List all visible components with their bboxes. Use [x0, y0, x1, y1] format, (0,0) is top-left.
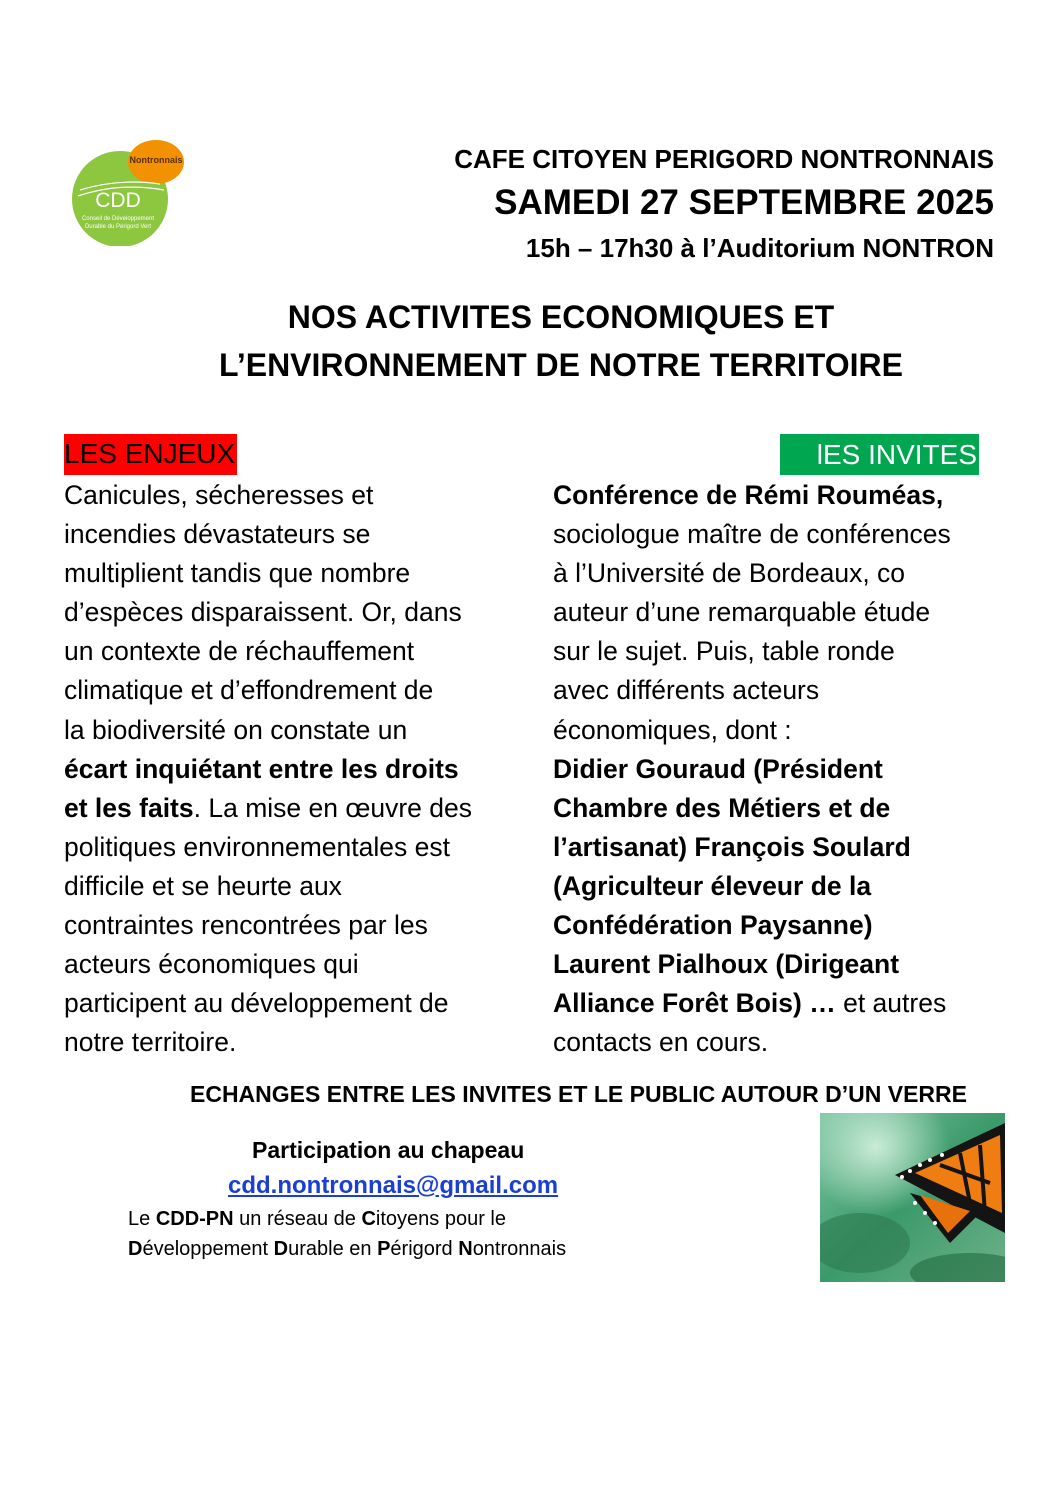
enjeux-text-part: . La mise en œuvre des [193, 792, 472, 823]
enjeux-line: notre territoire. [64, 1027, 237, 1058]
invites-bold-line [553, 945, 1013, 984]
enjeux-line: Canicules, sécheresses et [64, 480, 374, 510]
event-name: CAFE CITOYEN PERIGORD NONTRONNAIS [454, 144, 994, 174]
logo-line1: Conseil de Développement [81, 216, 155, 222]
invites-heading-text: lES INVITES [816, 439, 977, 470]
invites-line: avec différents acteurs [553, 675, 820, 706]
cdd-logo [68, 138, 192, 246]
invites-bold-line [553, 906, 1013, 945]
invites-text-part: et autres [835, 988, 947, 1019]
footer-bold: N [458, 1238, 473, 1260]
event-time-place: 15h – 17h30 à l’Auditorium NONTRON [525, 233, 994, 263]
guest-name: Laurent Pialhoux (Dirigeant [553, 949, 900, 980]
invites-heading [780, 434, 979, 475]
footer-bold: P [377, 1238, 391, 1260]
butterfly-photo [820, 1113, 1005, 1282]
invites-bold-line [553, 750, 1013, 789]
invites-mixed-line [553, 984, 1013, 1023]
enjeux-heading: LES ENJEUX [64, 434, 237, 475]
footer-text: urable en [288, 1238, 378, 1260]
footer-text: Le [128, 1208, 156, 1230]
invites-intro [553, 476, 1013, 515]
echanges-banner: ECHANGES ENTRE LES INVITES ET LE PUBLIC AUTOUR D’UN VERRE [190, 1081, 967, 1107]
guest-name: (Agriculteur éleveur de la [553, 870, 872, 901]
enjeux-line: participent au développement de [64, 988, 449, 1019]
logo-line2: Durable du Périgord Vert [84, 224, 152, 230]
enjeux-line: acteurs économiques qui [64, 949, 359, 980]
guest-name: Confédération Paysanne) [553, 910, 873, 941]
invites-bold-line [553, 789, 1013, 828]
enjeux-line: climatique et d’effondrement de [64, 675, 434, 706]
enjeux-line: d’espèces disparaissent. Or, dans [64, 597, 462, 628]
guest-name: Chambre des Métiers et de [553, 792, 891, 823]
enjeux-line: contraintes rencontrées par les [64, 910, 428, 941]
enjeux-mixed-line [64, 789, 524, 828]
enjeux-line: un contexte de réchauffement [64, 636, 415, 667]
footer-line1 [128, 1208, 506, 1231]
invites-line: sociologue maître de conférences [553, 519, 951, 550]
footer-text: itoyens pour le [375, 1208, 506, 1230]
enjeux-text [64, 476, 524, 1062]
logo-tag: Nontronnais [129, 155, 183, 165]
email-link[interactable]: cdd.nontronnais@gmail.com [228, 1172, 559, 1199]
guest-name: Alliance Forêt Bois) … [553, 988, 836, 1019]
footer-bold: D [273, 1238, 289, 1260]
enjeux-line: politiques environnementales est [64, 831, 450, 862]
main-title-line2: L’ENVIRONNEMENT DE NOTRE TERRITOIRE [219, 347, 903, 383]
invites-line: contacts en cours. [553, 1027, 769, 1058]
enjeux-bold: et les faits [64, 792, 194, 823]
event-date: SAMEDI 27 SEPTEMBRE 2025 [494, 183, 994, 222]
enjeux-bold: écart inquiétant entre les droits [64, 753, 459, 784]
footer-text: un réseau de [233, 1208, 362, 1230]
guest-name: Didier Gouraud (Président [553, 753, 883, 784]
enjeux-line: incendies dévastateurs se [64, 519, 371, 550]
invites-line: auteur d’une remarquable étude [553, 597, 931, 628]
enjeux-line: la biodiversité on constate un [64, 714, 408, 745]
footer-line2 [128, 1238, 566, 1261]
main-title-line1: NOS ACTIVITES ECONOMIQUES ET [287, 299, 835, 335]
footer-bold: D [128, 1238, 143, 1260]
invites-line: sur le sujet. Puis, table ronde [553, 636, 895, 667]
invites-line: économiques, dont : [553, 714, 792, 745]
invites-bold-line [553, 867, 1013, 906]
enjeux-line: multiplient tandis que nombre [64, 558, 411, 589]
guest-name: l’artisanat) François Soulard [553, 831, 911, 862]
footer-text: érigord [390, 1238, 459, 1260]
footer-bold: C [361, 1208, 376, 1230]
logo-brand: CDD [95, 189, 141, 212]
invites-text [553, 476, 1013, 1062]
invites-bold-line [553, 828, 1013, 867]
footer-text: éveloppement [142, 1238, 274, 1260]
footer-text: ontronnais [472, 1238, 567, 1260]
enjeux-bold-line [64, 750, 524, 789]
footer-bold: CDD-PN [155, 1208, 234, 1230]
participation-text: Participation au chapeau [252, 1137, 525, 1163]
invites-bold: Conférence de Rémi Rouméas, [553, 480, 944, 510]
enjeux-line: difficile et se heurte aux [64, 870, 342, 901]
invites-line: à l’Université de Bordeaux, co [553, 558, 906, 589]
